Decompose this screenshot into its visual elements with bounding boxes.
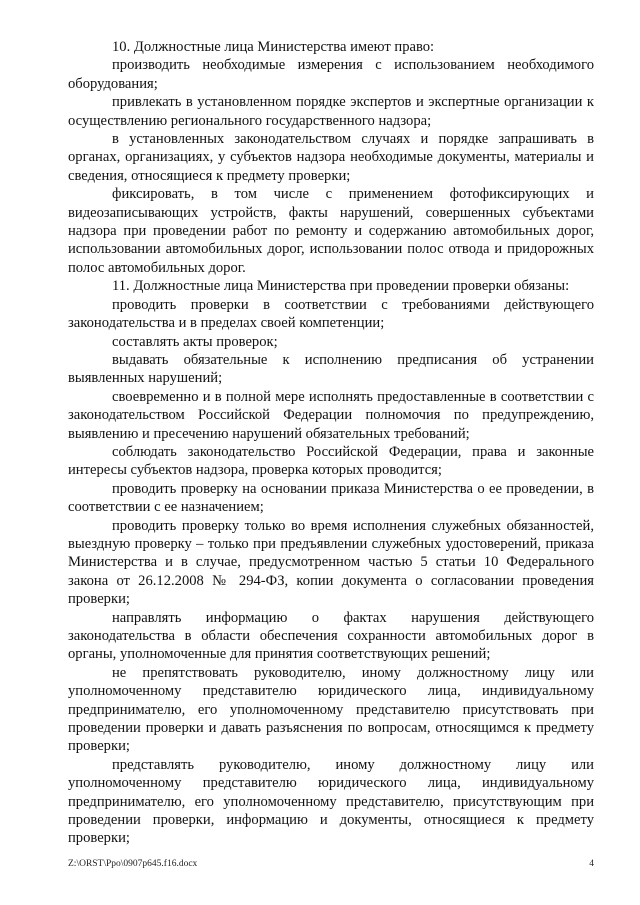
- document-body: [68, 38, 594, 848]
- paragraph: фиксировать, в том числе с применением фотофиксирующих и видеозаписывающих устройств, факты нарушений, совершенных субъектами надзора при проведении работ по ремонту и содержанию автомобильных дорог, использовании автомобильных дорог, использовании полос отвода и придорожных полос автомобильных дорог.: [68, 186, 594, 276]
- page-number: 4: [589, 859, 594, 869]
- paragraph: выдавать обязательные к исполнению предписания об устранении выявленных нарушений;: [68, 351, 594, 387]
- paragraph: соблюдать законодательство Российской Федерации, права и законные интересы субъектов надзора, проверка которых проводится;: [68, 443, 594, 479]
- paragraph: проводить проверку на основании приказа Министерства о ее проведении, в соответствии с ее назначением;: [68, 480, 594, 516]
- paragraph: привлекать в установленном порядке экспертов и экспертные организации к осуществлению регионального государственного надзора;: [68, 94, 594, 129]
- paragraph: проводить проверку только во время исполнения служебных обязанностей, выездную проверку – только при предъявлении служебных удостоверений, приказа Министерства и в случае, предусмотренном частью 5 статьи 10 Федерального закона от 26.12.2008 № 294-ФЗ, копии документа о согласовании проведения проверки;: [68, 517, 594, 608]
- paragraph: в установленных законодательством случаях и порядке запрашивать в органах, организациях, у субъектов надзора необходимые документы, материалы и сведения, относящиеся к предмету проверки;: [68, 131, 594, 184]
- paragraph: представлять руководителю, иному должностному лицу или уполномоченному представителю юридического лица, индивидуальному предпринимателю, его уполномоченному представителю, присутствующим при проведении проверки, информацию и документы, относящиеся к предмету проверки;: [68, 756, 594, 847]
- file-path: Z:\ORST\Ppo\0907p645.f16.docx: [68, 859, 198, 869]
- paragraph: направлять информацию о фактах нарушения действующего законодательства в области обеспечения сохранности автомобильных дорог в органы, уполномоченные для принятия соответствующих решений;: [68, 609, 594, 663]
- paragraph: своевременно и в полной мере исполнять предоставленные в соответствии с законодательством Российской Федерации полномочия по предупреждению, выявлению и пресечению нарушений обязательных требований;: [68, 388, 594, 442]
- paragraph: производить необходимые измерения с использованием необходимого оборудования;: [68, 57, 594, 92]
- paragraph: 10. Должностные лица Министерства имеют право:: [112, 39, 435, 55]
- paragraph: не препятствовать руководителю, иному должностному лицу или уполномоченному представителю юридического лица, индивидуальному предпринимателю, его уполномоченному представителю присутствовать при проведении проверки и давать разъяснения по вопросам, относящимся к предмету проверки;: [68, 664, 594, 755]
- paragraph: составлять акты проверок;: [112, 333, 278, 350]
- paragraph: 11. Должностные лица Министерства при проведении проверки обязаны:: [112, 278, 570, 295]
- paragraph: проводить проверки в соответствии с требованиями действующего законодательства и в пределах своей компетенции;: [68, 296, 594, 332]
